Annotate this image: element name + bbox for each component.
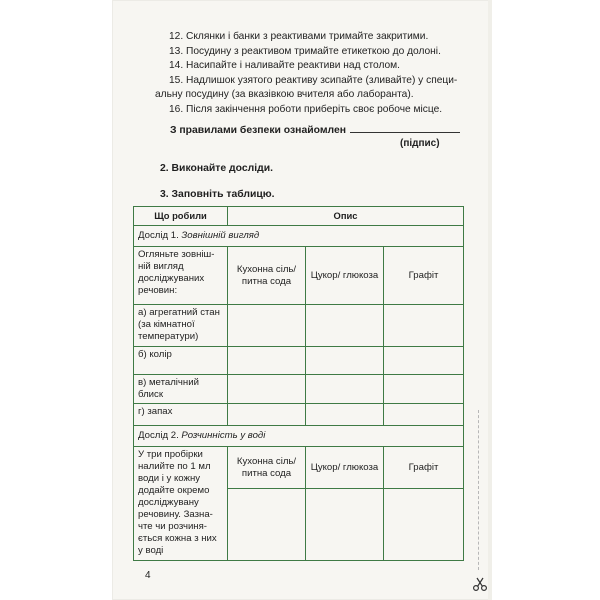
- rule-14: 14. Насипайте і наливайте реактиви над столом.: [169, 60, 401, 72]
- exp2-instruction: У три пробірки налийте по 1 мл води і у кожну додайте окремо досліджувану речовину. Зазна-чте чи розчиня-ється кожна з них у воді: [134, 447, 228, 561]
- exp1-title: [134, 226, 464, 247]
- exp1-substances-row: [134, 247, 464, 305]
- answer-cell[interactable]: [228, 404, 306, 426]
- answer-cell[interactable]: [228, 375, 306, 404]
- page-edge: [488, 0, 492, 600]
- answer-cell[interactable]: [228, 305, 306, 347]
- exp1-title-italic: Зовнішній вигляд: [181, 230, 260, 241]
- answer-cell[interactable]: [384, 375, 464, 404]
- exp2-substance-graphite: Графіт: [384, 447, 464, 489]
- answer-cell[interactable]: [384, 347, 464, 375]
- answer-cell[interactable]: [384, 305, 464, 347]
- task-2-heading: 2. Виконайте досліди.: [160, 163, 273, 174]
- answer-cell[interactable]: [228, 489, 306, 561]
- exp2-title-row: [134, 426, 464, 447]
- exp1-substance-graphite: Графіт: [384, 247, 464, 305]
- exp2-title: [134, 426, 464, 447]
- answer-cell[interactable]: [384, 404, 464, 426]
- task-3-heading: 3. Заповніть таблицю.: [160, 189, 275, 200]
- exp1-title-prefix: Дослід 1.: [138, 230, 179, 241]
- exp2-title-italic: Розчинність у воді: [181, 430, 266, 441]
- rule-12: 12. Склянки і банки з реактивами тримайте закритими.: [169, 31, 429, 42]
- table-row: [134, 305, 464, 347]
- rule-13: 13. Посудину з реактивом тримайте етикеткою до долоні.: [169, 45, 441, 57]
- exp1-substance-salt: Кухонна сіль/питна сода: [228, 247, 306, 305]
- exp1-row-smell: г) запах: [134, 404, 228, 426]
- exp2-substance-salt: Кухонна сіль/питна сода: [228, 447, 306, 489]
- cut-line: [478, 410, 479, 570]
- page-number: 4: [145, 570, 151, 581]
- exp1-instruction: Огляньте зовніш-ній вигляд досліджуваних речовин:: [134, 247, 228, 305]
- exp1-substance-sugar: Цукор/ глюкоза: [306, 247, 384, 305]
- table-header-row: [134, 207, 464, 226]
- answer-cell[interactable]: [306, 404, 384, 426]
- exp1-row-luster: в) металічний блиск: [134, 375, 228, 404]
- table-row: [134, 404, 464, 426]
- header-description: Опис: [228, 207, 464, 226]
- signature-label: (підпис): [400, 138, 440, 149]
- exp1-title-row: [134, 226, 464, 247]
- exp2-substances-row: [134, 447, 464, 489]
- header-what-done: Що робили: [134, 207, 228, 226]
- answer-cell[interactable]: [306, 489, 384, 561]
- exp1-row-state: а) агрегатний стан (за кімнатної температури): [134, 305, 228, 347]
- rule-16: 16. Після закінчення роботи приберіть своє робоче місце.: [169, 103, 443, 115]
- exp2-substance-sugar: Цукор/ глюкоза: [306, 447, 384, 489]
- exp1-row-color: б) колір: [134, 347, 228, 375]
- table-row: [134, 347, 464, 375]
- answer-cell[interactable]: [306, 375, 384, 404]
- safety-acknowledgement: [170, 125, 470, 136]
- safety-acknowledgement-text: З правилами безпеки ознайомлен: [170, 125, 347, 136]
- experiment-table: [133, 206, 464, 561]
- answer-cell[interactable]: [306, 347, 384, 375]
- table-row: [134, 375, 464, 404]
- answer-cell[interactable]: [306, 305, 384, 347]
- exp2-title-prefix: Дослід 2.: [138, 430, 179, 441]
- answer-cell[interactable]: [228, 347, 306, 375]
- answer-cell[interactable]: [384, 489, 464, 561]
- rule-15: 15. Надлишок узятого реактиву зсипайте (зливайте) у специ-: [169, 74, 458, 86]
- safety-rules-list: [155, 30, 475, 118]
- rule-15-continuation: альну посудину (за вказівкою вчителя або лаборанта).: [155, 89, 414, 101]
- scissors-icon: [472, 576, 488, 592]
- signature-line[interactable]: [350, 132, 460, 133]
